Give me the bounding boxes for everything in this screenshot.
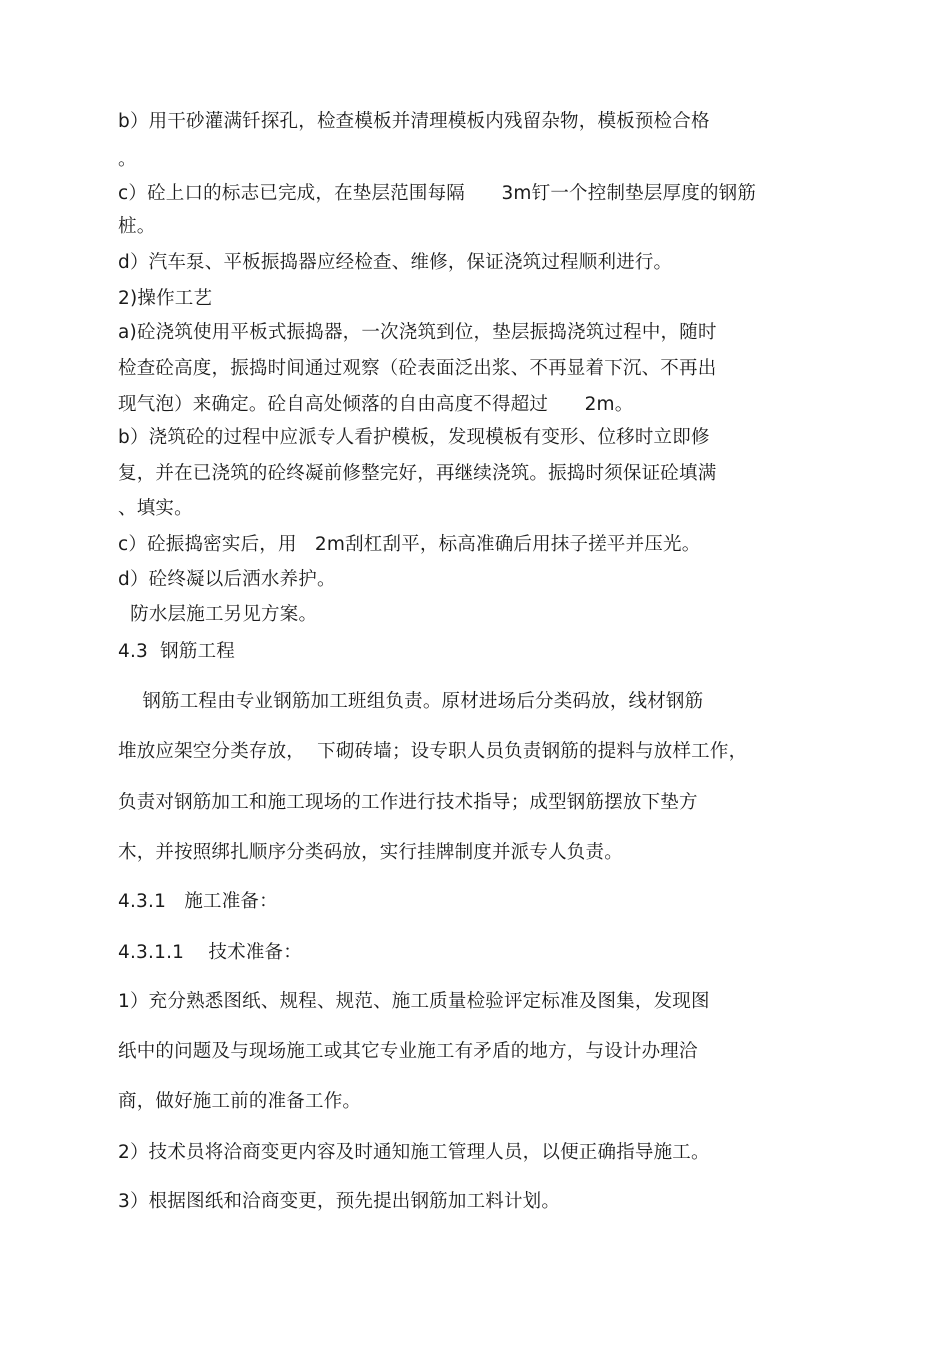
text-line: b）浇筑砼的过程中应派专人看护模板，发现模板有变形、位移时立即修 <box>118 427 710 448</box>
text-line: a)砼浇筑使用平板式振捣器，一次浇筑到位，垫层振捣浇筑过程中，随时 <box>118 322 717 343</box>
text-line: 桩。 <box>118 216 156 237</box>
section-heading: 4.3.1.1 技术准备： <box>118 942 302 963</box>
text-line: 1）充分熟悉图纸、规程、规范、施工质量检验评定标准及图集，发现图 <box>118 991 710 1012</box>
text-line: c）砼振捣密实后，用 2m刮杠刮平，标高准确后用抹子搓平并压光。 <box>118 534 701 555</box>
text-line: 堆放应架空分类存放， 下砌砖墙；设专职人员负责钢筋的提料与放样工作， <box>118 741 748 762</box>
section-heading: 4.3.1 施工准备： <box>118 891 278 912</box>
text-line: 3）根据图纸和洽商变更，预先提出钢筋加工料计划。 <box>118 1191 561 1212</box>
text-line: 防水层施工另见方案。 <box>118 604 318 625</box>
section-heading: 4.3 钢筋工程 <box>118 641 235 662</box>
text-line: c）砼上口的标志已完成，在垫层范围每隔 3m钉一个控制垫层厚度的钢筋 <box>118 183 757 204</box>
text-line: 2）技术员将洽商变更内容及时通知施工管理人员，以便正确指导施工。 <box>118 1142 710 1163</box>
text-line: 检查砼高度，振捣时间通过观察（砼表面泛出浆、不再显着下沉、不再出 <box>118 358 717 379</box>
text-line: 商，做好施工前的准备工作。 <box>118 1091 362 1112</box>
text-line: 负责对钢筋加工和施工现场的工作进行技术指导；成型钢筋摆放下垫方 <box>118 792 698 813</box>
text-line: 复，并在已浇筑的砼终凝前修整完好，再继续浇筑。振捣时须保证砼填满 <box>118 463 717 484</box>
text-line: d）汽车泵、平板振捣器应经检查、维修，保证浇筑过程顺利进行。 <box>118 252 673 273</box>
text-line: 钢筋工程由专业钢筋加工班组负责。原材进场后分类码放，线材钢筋 <box>118 691 704 712</box>
text-line: 。 <box>118 149 137 170</box>
text-line: 现气泡）来确定。砼自高处倾落的自由高度不得超过 2m。 <box>118 394 634 415</box>
text-line: b）用干砂灌满钎探孔，检查模板并清理模板内残留杂物，模板预检合格 <box>118 111 710 132</box>
text-line: d）砼终凝以后洒水养护。 <box>118 569 336 590</box>
section-heading: 2)操作工艺 <box>118 288 213 309</box>
text-line: 、填实。 <box>118 498 193 519</box>
text-line: 纸中的问题及与现场施工或其它专业施工有矛盾的地方，与设计办理洽 <box>118 1041 698 1062</box>
text-line: 木，并按照绑扎顺序分类码放，实行挂牌制度并派专人负责。 <box>118 842 623 863</box>
